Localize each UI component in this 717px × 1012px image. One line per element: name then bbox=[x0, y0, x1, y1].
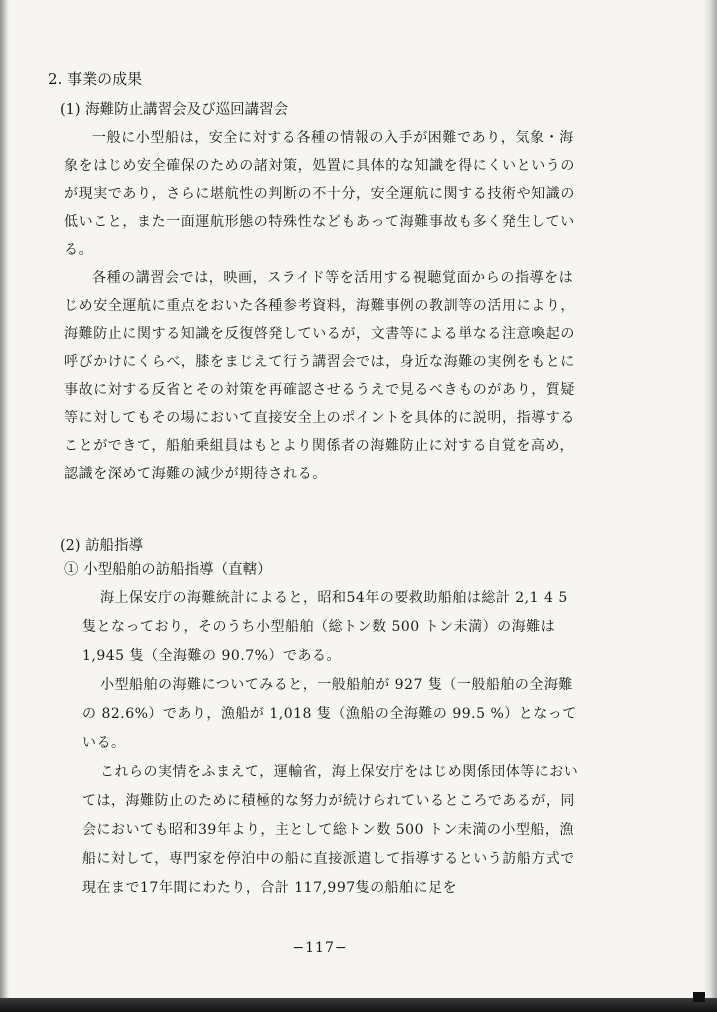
subsection-heading-1: (1) 海難防止講習会及び巡回講習会 bbox=[60, 102, 289, 118]
paragraph-1: 一般に小型船は，安全に対する各種の情報の入手が困難であり，気象・海象をはじめ安全確保のための諸対策，処置に具体的な知識を得にくいというのが現実であり，さらに堪航性の判断の不十分，安全運航に関する技術や知識の低いこと，また一面運航形態の特殊性などもあって海難事故も多く発生している。 bbox=[64, 130, 575, 258]
item-heading-1: ① 小型船舶の訪船指導（直轄） bbox=[64, 562, 272, 578]
scan-left-edge bbox=[0, 0, 9, 1012]
scan-bottom-band bbox=[0, 998, 717, 1012]
subsection-heading-2: (2) 訪船指導 bbox=[60, 538, 144, 554]
paragraph-5: これらの実情をふまえて，運輸省，海上保安庁をはじめ関係団体等においては，海難防止のために積極的な努力が続けられているところであるが，同会においても昭和39年より，主として総トン数 500 トン未満の小型船，漁船に対して，専門家を停泊中の船に直接派遣して指導するという訪船方式で現在まで17年間にわたり，合計 117,997隻の船舶に足を bbox=[82, 764, 579, 896]
paragraph-2: 各種の講習会では，映画，スライド等を活用する視聴覚面からの指導をはじめ安全運航に重点をおいた各種参考資料，海難事例の教訓等の活用により，海難防止に関する知識を反復啓発しているが，文書等による単なる注意喚起の呼びかけにくらべ，膝をまじえて行う講習会では，身近な海難の実例をもとに事故に対する反省とその対策を再確認させるうえで見るべきものがあり，質疑等に対してもその場において直接安全上のポイントを具体的に説明，指導することができて，船舶乗組員はもとより関係者の海難防止に対する自覚を高め，認識を深めて海難の減少が期待される。 bbox=[64, 270, 575, 482]
scan-right-edge bbox=[703, 0, 717, 1012]
section-heading: 2. 事業の成果 bbox=[48, 70, 143, 88]
scan-bottom-blot bbox=[693, 992, 705, 1002]
paragraph-4: 小型船舶の海難についてみると，一般船舶が 927 隻（一般船舶の全海難の 82.6%）であり，漁船が 1,018 隻（漁船の全海難の 99.5 %）となっている。 bbox=[82, 677, 577, 751]
page-number: −117− bbox=[292, 940, 348, 956]
paragraph-3: 海上保安庁の海難統計によると，昭和54年の要救助船舶は総計 2,1 4 5 隻となっており，そのうち小型船舶（総トン数 500 トン未満）の海難は 1,945 隻（全海難の 90.7%）である。 bbox=[82, 590, 568, 664]
